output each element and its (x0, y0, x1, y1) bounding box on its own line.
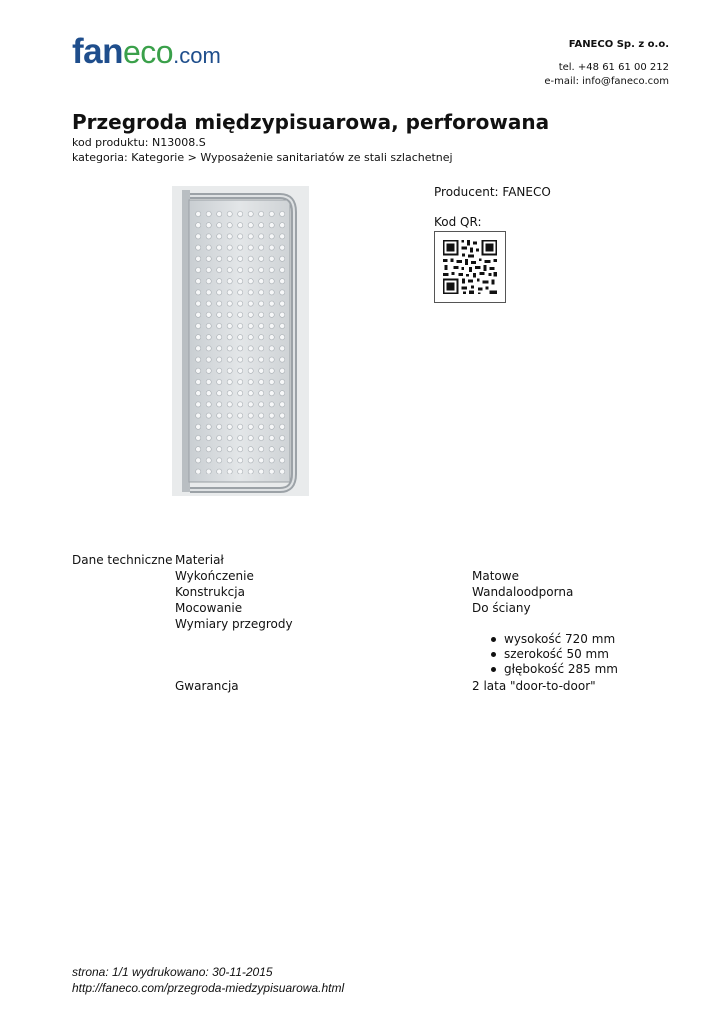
dimension-height: wysokość 720 mm (504, 632, 616, 646)
product-title: Przegroda międzypisuarowa, perforowana (72, 110, 550, 134)
product-meta (72, 135, 453, 165)
spec-mounting-label: Mocowanie (175, 601, 243, 615)
spec-dimensions-label: Wymiary przegrody (175, 617, 293, 631)
footer-page-info: strona: 1/1 wydrukowano: 30-11-2015 (72, 965, 273, 979)
dimension-item (491, 662, 618, 677)
bullet-icon (491, 637, 496, 642)
footer-url[interactable]: http://faneco.com/przegroda-miedzypisuarowa.html (72, 981, 345, 995)
spec-finish-value: Matowe (472, 569, 519, 583)
product-code: kod produktu: N13008.S (72, 136, 206, 149)
logo-text-com: .com (173, 43, 221, 68)
spec-material-label: Materiał (175, 553, 224, 567)
faneco-logo (72, 34, 221, 69)
product-photo (172, 186, 309, 496)
dimension-width: szerokość 50 mm (504, 647, 609, 661)
page-footer (72, 964, 344, 996)
qr-label: Kod QR: (434, 215, 482, 229)
spec-construction-label: Konstrukcja (175, 585, 245, 599)
spec-warranty-value: 2 lata "door-to-door" (472, 679, 596, 693)
bullet-icon (491, 652, 496, 657)
product-category: kategoria: Kategorie > Wyposażenie sanitariatów ze stali szlachetnej (72, 151, 453, 164)
spec-warranty-label: Gwarancja (175, 679, 239, 693)
company-phone: tel. +48 61 61 00 212 (558, 62, 669, 73)
dimension-depth: głębokość 285 mm (504, 662, 618, 676)
qr-code (434, 231, 506, 303)
dimension-item (491, 647, 618, 662)
bullet-icon (491, 667, 496, 672)
company-info (544, 38, 669, 89)
spec-section-label: Dane techniczne (72, 553, 173, 567)
logo-text-fan: fan (72, 32, 123, 71)
spec-construction-value: Wandaloodporna (472, 585, 574, 599)
spec-finish-label: Wykończenie (175, 569, 254, 583)
company-name: FANECO Sp. z o.o. (568, 39, 669, 50)
spec-mounting-value: Do ściany (472, 601, 531, 615)
dimension-item (491, 632, 618, 647)
company-email: e-mail: info@faneco.com (544, 76, 669, 87)
producer: Producent: FANECO (434, 185, 551, 199)
spec-dimensions-list (491, 632, 618, 677)
logo-text-eco: eco (123, 34, 174, 70)
